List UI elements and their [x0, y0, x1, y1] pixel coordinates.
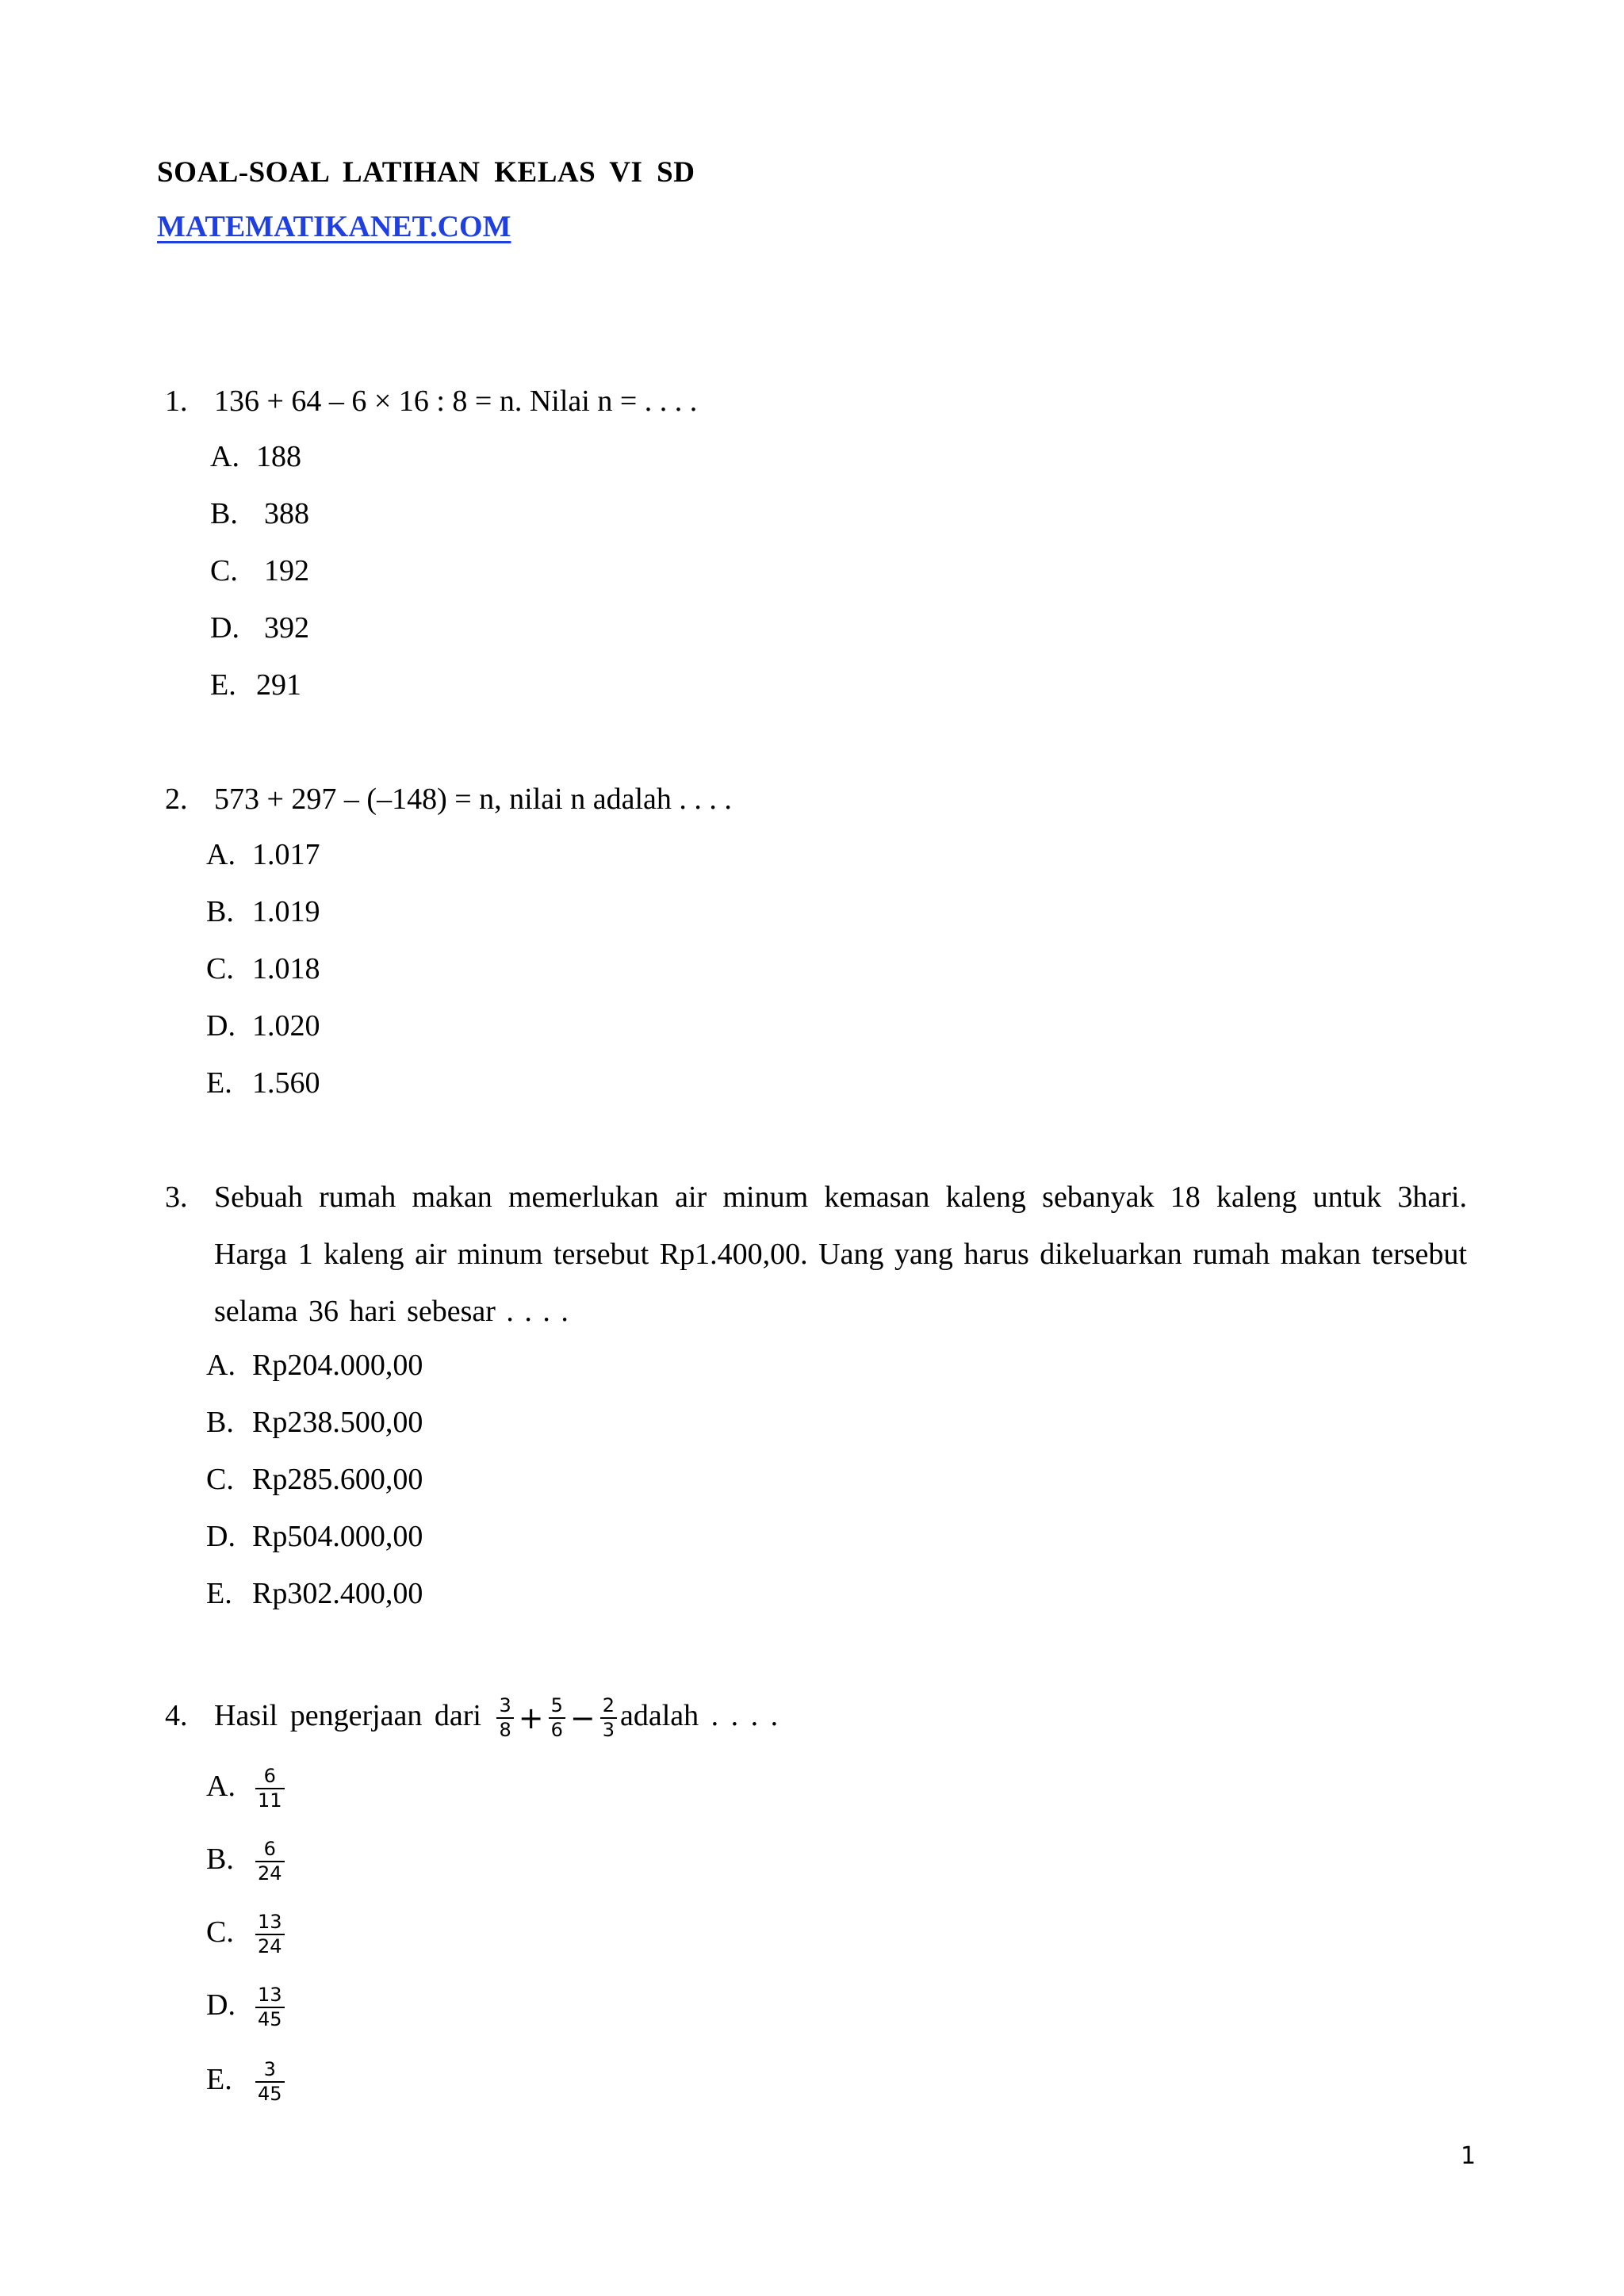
question-number: 3. — [165, 1181, 188, 1214]
option-b: B. $\frac{6}{24}$ — [206, 1839, 288, 1884]
option-a: A. 188 — [210, 440, 301, 473]
question-text: 136 + 64 – 6 × 16 : 8 = n. Nilai n = . . . . — [214, 385, 698, 418]
option-d: D. 1.020 — [206, 1009, 320, 1043]
fraction: $\frac{3}{8}$ — [496, 1696, 513, 1740]
option-e: E. 291 — [210, 668, 301, 702]
fraction: $\frac{2}{3}$ — [600, 1696, 617, 1740]
option-b: B. 388 — [210, 497, 309, 530]
page-title: SOAL-SOAL LATIHAN KELAS VI SD — [157, 156, 695, 189]
option-d: D. 392 — [210, 611, 309, 645]
question-number: 1. — [165, 385, 188, 418]
page-number: 1 — [1461, 2142, 1477, 2170]
question-text: Hasil pengerjaan dari $\frac{3}{8}$ + $\frac{5}{6}$ − $\frac{2}{3}$ adalah . . . . — [214, 1694, 779, 1742]
option-c: C. Rp285.600,00 — [206, 1463, 423, 1496]
option-c: C. $\frac{13}{24}$ — [206, 1912, 288, 1957]
option-d: D. $\frac{13}{45}$ — [206, 1985, 288, 2030]
option-e: E. $\frac{3}{45}$ — [206, 2060, 288, 2104]
question-text: Sebuah rumah makan memerlukan air minum kemasan kaleng sebanyak 18 kaleng untuk 3hari. Harga 1 kaleng air minum tersebut Rp1.400,00. Uang yang harus dikeluarkan rumah makan tersebut selama 36 hari sebesar . . . . — [214, 1181, 1467, 1328]
option-b: B. 1.019 — [206, 895, 320, 928]
option-e: E. 1.560 — [206, 1066, 320, 1100]
option-a: A. $\frac{6}{11}$ — [206, 1766, 288, 1811]
option-c: C. 192 — [210, 554, 309, 587]
question-text: 573 + 297 – (–148) = n, nilai n adalah . . . . — [214, 783, 732, 816]
option-a: A. 1.017 — [206, 838, 320, 871]
option-d: D. Rp504.000,00 — [206, 1520, 423, 1553]
fraction: $\frac{5}{6}$ — [549, 1696, 565, 1740]
option-e: E. Rp302.400,00 — [206, 1577, 423, 1610]
question-number: 2. — [165, 783, 188, 816]
option-c: C. 1.018 — [206, 952, 320, 985]
question-number: 4. — [165, 1699, 188, 1732]
option-a: A. Rp204.000,00 — [206, 1349, 423, 1382]
option-b: B. Rp238.500,00 — [206, 1406, 423, 1439]
site-link[interactable]: MATEMATIKANET.COM — [157, 210, 511, 243]
